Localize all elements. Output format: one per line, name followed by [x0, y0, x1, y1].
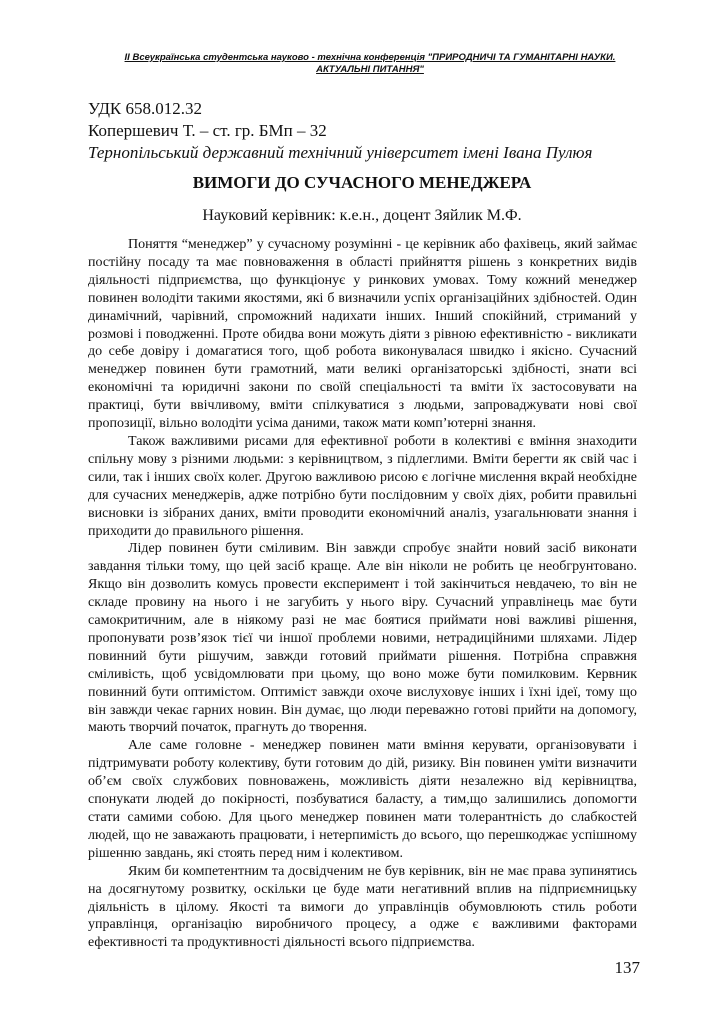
paragraph-5: Яким би компетентним та досвідченим не був керівник, він не має права зупинятись на досягнутому розвитку, оскільки це буде мати негативний вплив на підприємницьку діяльність в цілому. Якості та вимоги до управлінців обумовлюють стиль роботи управлінця, організацію виробничого процесу, а одже є важливими факторами ефективності та продуктивності діяльності всього підприємства. [88, 863, 637, 951]
supervisor-line: Науковий керівник: к.е.н., доцент Зяйлик М.Ф. [202, 207, 522, 224]
paragraph-2: Також важливими рисами для ефективної роботи в колективі є вміння знаходити спільну мову з різними людьми: з керівництвом, з підлеглими. Вміти берегти як свій час і сили, так і інших своїх колег. Другою важливою рисою є логічне мислення вкрай необхідне для сучасних менеджерів, адже потрібно бути послідовним у своїх діях, робити правильні висновки із зібраних даних, вміти проводити економічний аналіз, узагальнювати знання і приходити до правильного рішення. [88, 433, 637, 539]
conference-header [90, 52, 650, 76]
article-title: ВИМОГИ ДО СУЧАСНОГО МЕНЕДЖЕРА [192, 173, 532, 192]
university-name: Тернопільський державний технічний університет імені Івана Пулюя [88, 143, 593, 162]
udk-code: УДК 658.012.32 [88, 99, 203, 118]
conference-header-line-1: ІІ Всеукраїнська студентська науково - технічна конференція "ПРИРОДНИЧІ ТА ГУМАНІТАРНІ НАУКИ. [124, 52, 616, 63]
conference-header-line-2: АКТУАЛЬНІ ПИТАННЯ" [316, 64, 424, 75]
paragraph-4: Але саме головне - менеджер повинен мати вміння керувати, організовувати і підтримувати роботу колективу, бути готовим до дій, ризику. Він повинен уміти визначити об’єм своїх службових повноважень, можливість діяти незалежно від керівництва, спонукати людей до покірності, позбуватися баласту, а тим,що залишились допомогти стати самими собою. Для цього менеджер повинен мати толерантність до слабкостей людей, що не заважають працювати, і нетерпимість до всього, що перешкоджає успішному рішенню завдань, які стоять перед ним і колективом. [88, 738, 637, 861]
paragraph-1: Поняття “менеджер” у сучасному розумінні - це керівник або фахівець, який займає постійну посаду та має повноваження в області прийняття рішень з конкретних видів діяльності підприємства, що функціонує у ринкових умовах. Тому кожний менеджер повинен володіти такими якостями, які б визначили успіх організаційних здібностей. Один динамічний, чарівний, спроможний надихати інших. Інший спокійний, стриманий у розмові і поводженні. Проте обидва вони можуть діяти з рівною ефективністю - викликати до себе довіру і домагатися того, щоб робота виконувалася швидко і якісно. Сучасний менеджер повинен бути грамотний, мати великі організаторські здібності, знати всі економічні та юридичні закони по своїй спеціальності та вміти їх застосовувати на практиці, бути ввічливому, вміти спілкуватися з людьми, запроваджувати нові свої пропозиції, вільно володіти усіма даними, також мати комп’ютерні знання. [88, 237, 637, 432]
author-line: Копершевич Т. – ст. гр. БМп – 32 [88, 121, 327, 140]
page-number: 137 [614, 958, 640, 977]
article-meta [88, 98, 648, 164]
article-body [88, 236, 637, 952]
paragraph-3: Лідер повинен бути сміливим. Він завжди спробує знайти новий засіб виконати завдання тільки тому, що цей засіб краще. Але він ніколи не робить це необгрунтовано. Якщо він дозволить комусь провести експеримент і той закінчиться невдачею, то він не складе провину на нього і не загубить у нього віру. Сучасний управлінець має бути самокритичним, але в ніякому разі не має боятися приймати нові важливі рішення, пропонувати розв’язок тієї чи іншої проблеми новими, нетрадиційними шляхами. Лідер повинний бути рішучим, завжди готовий приймати рішення. Потрібна справжня сміливість, щоб усвідомлювати при цьому, що воно може бути помилковим. Кервник повинний бути оптимістом. Оптиміст завжди охоче вислуховує інших і їхні ідеї, тому що він завжди чекає гарних новин. Він думає, що люди переважно готові прийти на допомогу, мають творчий початок, прагнуть до творення. [88, 541, 637, 736]
